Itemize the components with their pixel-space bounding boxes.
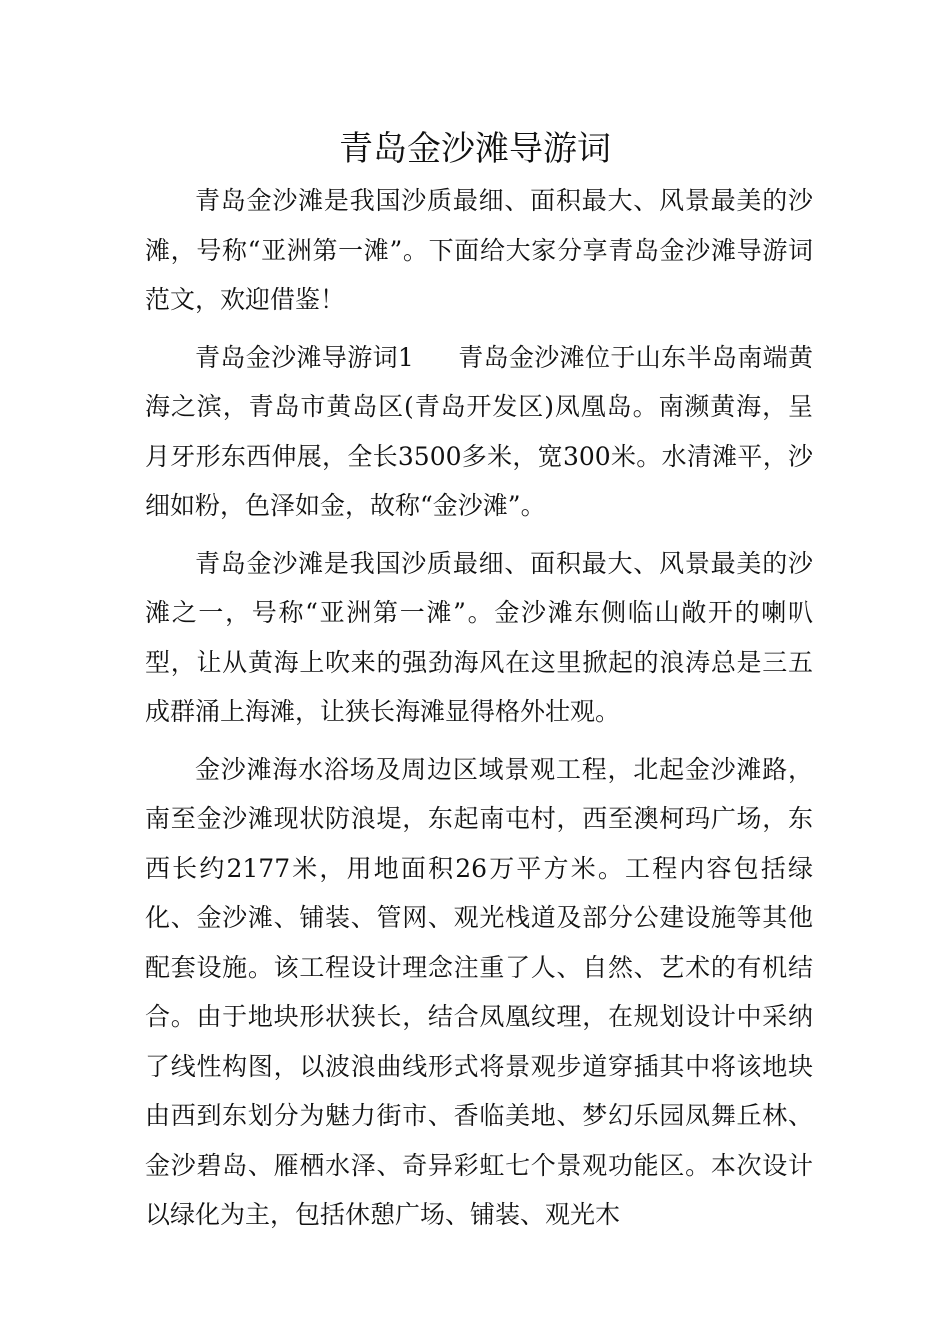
document-title: 青岛金沙滩导游词 [339, 129, 611, 169]
section1-heading: 青岛金沙滩导游词1 [195, 342, 414, 372]
section1-text: 青岛金沙滩位于山东半岛南端黄海之滨，青岛市黄岛区(青岛开发区)凤凰岛。南濒黄海，呈月牙形东西伸展，全长3500多米，宽300米。水清滩平，沙细如粉，色泽如金，故称“金沙滩”。 [145, 342, 813, 520]
section1-paragraph [145, 333, 813, 531]
paragraph-3: 金沙滩海水浴场及周边区域景观工程，北起金沙滩路，南至金沙滩现状防浪堤，东起南屯村，西至澳柯玛广场，东西长约2177米，用地面积26万平方米。工程内容包括绿化、金沙滩、铺装、管网、观光栈道及部分公建设施等其他配套设施。该工程设计理念注重了人、自然、艺术的有机结合。由于地块形状狭长，结合凤凰纹理，在规划设计中采纳了线性构图，以波浪曲线形式将景观步道穿插其中将该地块由西到东划分为魅力街市、香临美地、梦幻乐园凤舞丘林、金沙碧岛、雁栖水泽、奇异彩虹七个景观功能区。本次设计以绿化为主，包括休憩广场、铺装、观光木 [145, 754, 813, 1229]
document-body [145, 176, 813, 1240]
intro-paragraph: 青岛金沙滩是我国沙质最细、面积最大、风景最美的沙滩，号称“亚洲第一滩”。下面给大家分享青岛金沙滩导游词范文，欢迎借鉴！ [145, 186, 813, 314]
paragraph-2: 青岛金沙滩是我国沙质最细、面积最大、风景最美的沙滩之一，号称“亚洲第一滩”。金沙滩东侧临山敞开的喇叭型，让从黄海上吹来的强劲海风在这里掀起的浪涛总是三五成群涌上海滩，让狭长海滩显得格外壮观。 [145, 548, 813, 726]
